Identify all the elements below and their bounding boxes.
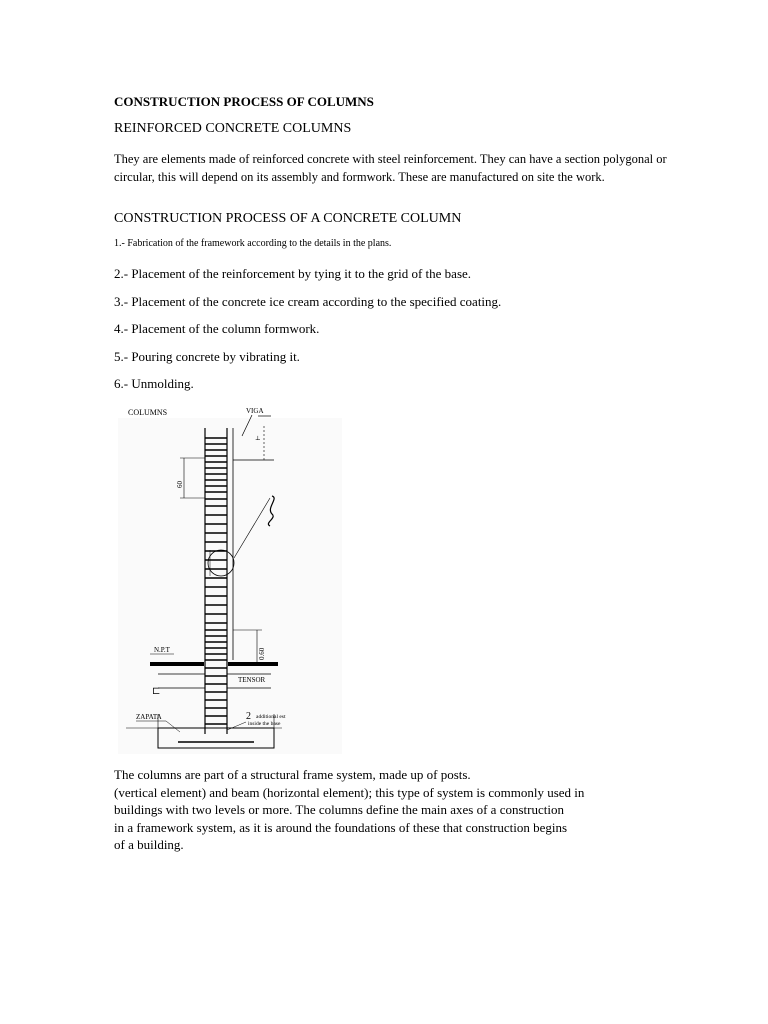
document-title: CONSTRUCTION PROCESS OF COLUMNS — [114, 94, 374, 109]
label-additional-2: inside the base — [248, 721, 281, 727]
closing-line-1: The columns are part of a structural frame system, made up of posts. — [114, 767, 471, 782]
closing-line-5: of a building. — [114, 837, 184, 853]
ground-line-right — [228, 662, 278, 666]
label-additional-1: additional est — [256, 714, 286, 720]
closing-line-3: buildings with two levels or more. The columns define the main axes of a construction — [114, 802, 564, 818]
label-2: 2 — [246, 711, 251, 722]
label-tensor: TENSOR — [238, 676, 266, 684]
ground-line-left — [150, 662, 204, 666]
label-060: 0.60 — [258, 647, 266, 660]
diagram-background — [118, 418, 342, 754]
step-2: 2.- Placement of the reinforcement by tying it to the grid of the base. — [114, 266, 472, 281]
label-viga: VIGA — [246, 407, 264, 415]
tensor-break-mark: ⊏ — [152, 686, 161, 697]
step-6: 6.- Unmolding. — [114, 376, 194, 391]
column-diagram — [114, 398, 344, 756]
step-3: 3.- Placement of the concrete ice cream according to the specified coating. — [114, 294, 502, 309]
closing-paragraph — [114, 766, 654, 854]
label-npt: N.P.T — [154, 646, 170, 654]
beam-dim-tick: ⊥ — [255, 436, 261, 442]
intro-paragraph: They are elements made of reinforced concrete with steel reinforcement. They can have a section polygonal or circular, this will depend on its assembly and formwork. These are manufactured on site the work. — [114, 152, 667, 184]
closing-line-2: (vertical element) and beam (horizontal element); this type of system is commonly used in — [114, 784, 585, 800]
step-5: 5.- Pouring concrete by vibrating it. — [114, 349, 300, 364]
step-1: 1.- Fabrication of the framework according to the details in the plans. — [114, 238, 392, 249]
section-subtitle: REINFORCED CONCRETE COLUMNS — [114, 121, 352, 136]
label-columns: COLUMNS — [128, 408, 168, 417]
step-4: 4.- Placement of the column formwork. — [114, 321, 320, 336]
label-zapata: ZAPATA — [136, 713, 162, 721]
process-heading: CONSTRUCTION PROCESS OF A CONCRETE COLUMN — [114, 211, 462, 226]
label-60: 60 — [176, 481, 184, 488]
column-diagram-svg — [114, 398, 344, 756]
closing-line-4: in a framework system, as it is around the foundations of these that construction begins — [114, 819, 568, 835]
